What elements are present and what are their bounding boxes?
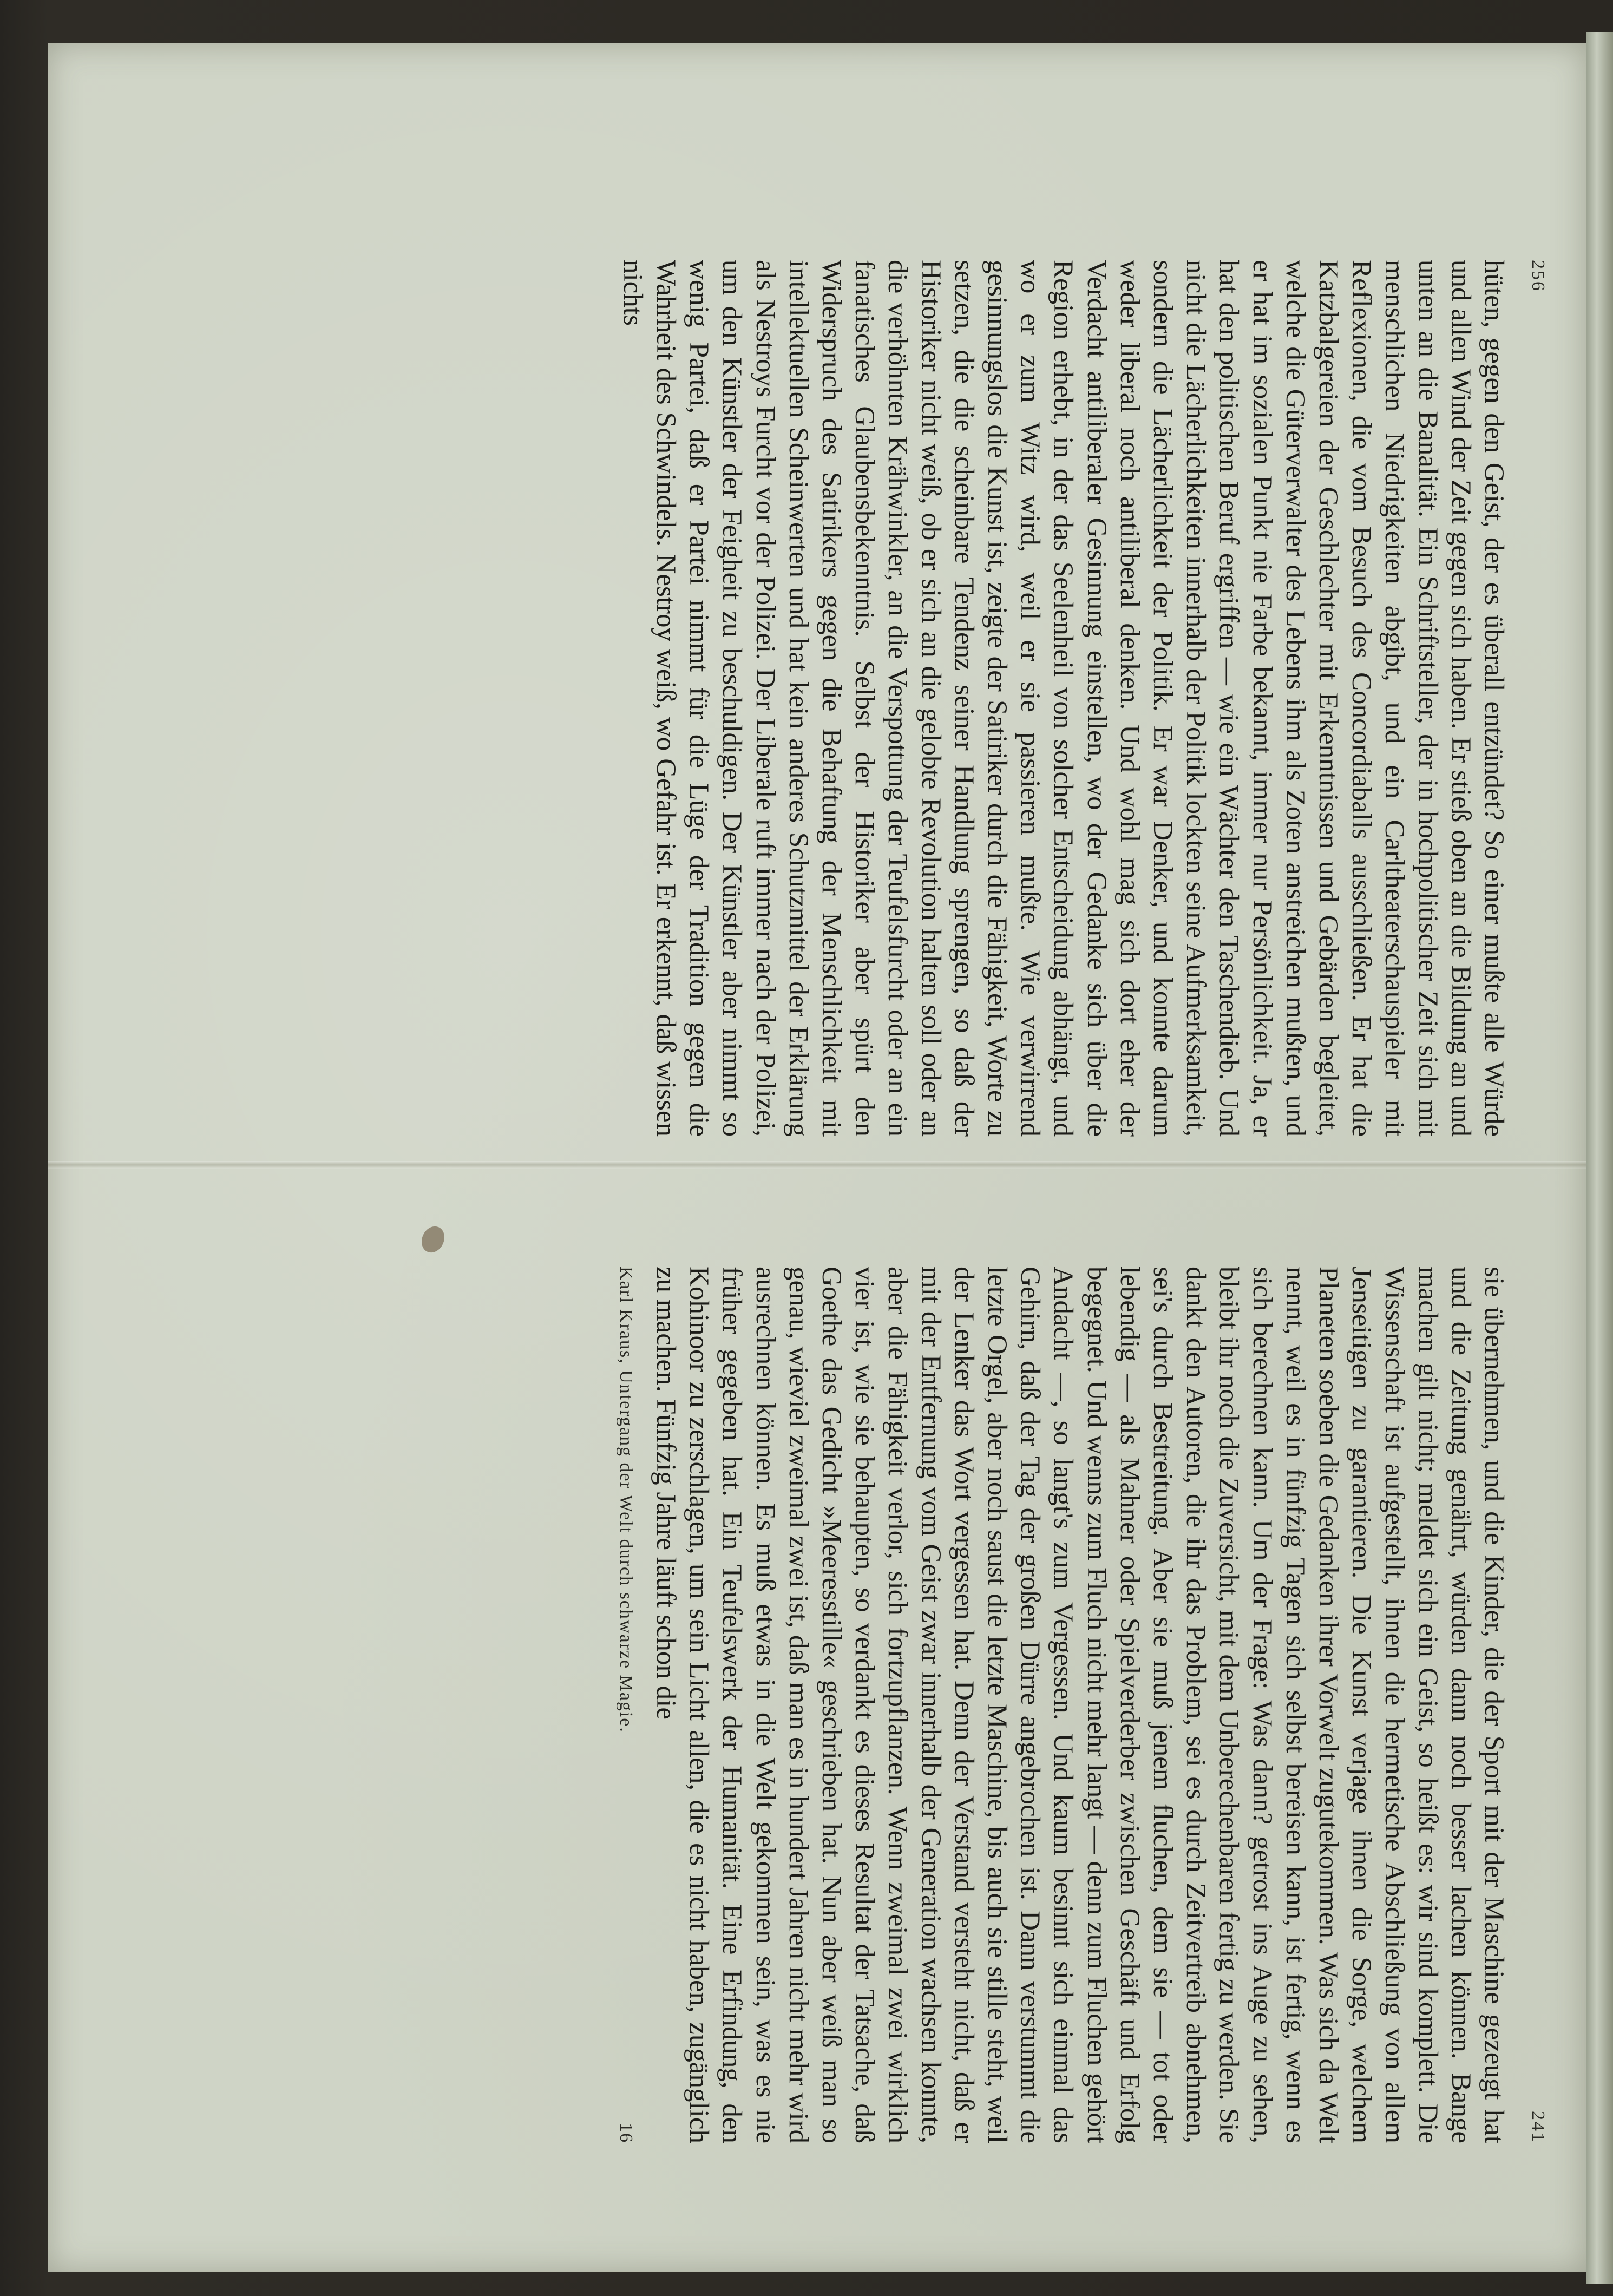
- page-number: 256: [1528, 260, 1548, 292]
- adjacent-page-edge: [1586, 32, 1613, 2284]
- body-paragraph: sie übernehmen, und die Kinder, die der Sport mit der Maschine gezeugt hat und die Zeitung genährt, würden dann noch besser lachen können. Bange machen gilt nicht; meldet sich ein Geist, so heißt es: wir sind komplett. Die Wissenschaft ist aufgestellt, ihnen die hermetische Abschließung von allem Jenseitigen zu garantieren. Die Kunst verjage ihnen die Sorge, welchem Planeten soeben die Gedanken ihrer Vorwelt zugutekommen. Was sich da Welt nennt, weil es in fünfzig Tagen sich selbst bereisen kann, ist fertig, wenn es sich berechnen kann. Um der Frage: Was dann? getrost ins Auge zu sehen, bleibt ihr noch die Zuversicht, mit dem Unberechenbaren fertig zu werden. Sie dankt den Autoren, die ihr das Problem, sei es durch Zeitvertreib abnehmen, sei's durch Bestreitung. Aber sie muß jenem fluchen, dem sie — tot oder lebendig — als Mahner oder Spielverderber zwischen Geschäft und Erfolg begegnet. Und wenns zum Fluch nicht mehr langt — denn zum Fluchen gehört Andacht —, so langt's zum Vergessen. Und kaum besinnt sich einmal das Gehirn, daß der Tag der großen Dürre angebrochen ist. Dann verstummt die letzte Orgel, aber noch saust die letzte Maschine, bis auch sie stille steht, weil der Lenker das Wort vergessen hat. Denn der Verstand versteht nicht, daß er mit der Entfernung vom Geist zwar innerhalb der Generation wachsen konnte, aber die Fähigkeit verlor, sich fortzupflanzen. Wenn zweimal zwei wirklich vier ist, wie sie behaupten, so verdankt es dieses Resultat der Tatsache, daß Goethe das Gedicht »Meeresstille« geschrieben hat. Nun aber weiß man so genau, wieviel zweimal zwei ist, daß man es in hundert Jahren nicht mehr wird ausrechnen können. Es muß etwas in die Welt gekommen sein, was es nie früher gegeben hat. Ein Teufelswerk der Humanität. Eine Erfindung, den Kohinoor zu zerschlagen, um sein Licht allen, die es nicht haben, zugänglich zu machen. Fünfzig Jahre läuft schon die: [650, 1267, 1509, 2143]
- footer-credit: Karl Kraus, Untergang der Welt durch schwarze Magie.: [615, 1267, 636, 1733]
- signature-number: 16: [615, 2123, 636, 2143]
- page-body: [616, 260, 1510, 1137]
- page-number: 241: [1528, 2111, 1548, 2143]
- upper-page: [238, 260, 1548, 1137]
- page-body: [649, 1267, 1510, 2143]
- body-paragraph: hüten, gegen den Geist, der es überall entzündet? So einer mußte alle Würde und allen Wind der Zeit gegen sich haben. Er stieß oben an die Bildung an und unten an die Banalität. Ein Schriftsteller, der in hochpolitischer Zeit sich mit menschlichen Niedrigkeiten abgibt, und ein Carltheaterschauspieler mit Reflexionen, die vom Besuch des Concordiaballs ausschließen. Er hat die Katzbalgereien der Geschlechter mit Erkenntnissen und Gebärden begleitet, welche die Güterverwalter des Lebens ihm als Zoten anstreichen mußten, und er hat im sozialen Punkt nie Farbe bekannt, immer nur Persönlichkeit. Ja, er hat den politischen Beruf ergriffen — wie ein Wächter den Taschendieb. Und nicht die Lächerlichkeiten innerhalb der Politik lockten seine Aufmerksamkeit, sondern die Lächerlichkeit der Politik. Er war Denker, und konnte darum weder liberal noch antiliberal denken. Und wohl mag sich dort eher der Verdacht antiliberaler Gesinnung einstellen, wo der Gedanke sich über die Region erhebt, in der das Seelenheil von solcher Entscheidung abhängt, und wo er zum Witz wird, weil er sie passieren mußte. Wie verwirrend gesinnungslos die Kunst ist, zeigte der Satiriker durch die Fähigkeit, Worte zu setzen, die die scheinbare Tendenz seiner Handlung sprengen, so daß der Historiker nicht weiß, ob er sich an die gelobte Revolution halten soll oder an die verhöhnten Krähwinkler, an die Verspottung der Teufelsfurcht oder an ein fanatisches Glaubensbekenntnis. Selbst der Historiker aber spürt den Widerspruch des Satirikers gegen die Behaftung der Menschlichkeit mit intellektuellen Scheinwerten und hat kein anderes Schutzmittel der Erklärung als Nestroys Furcht vor der Polizei. Der Liberale ruft immer nach der Polizei, um den Künstler der Feigheit zu beschuldigen. Der Künstler aber nimmt so wenig Partei, daß er Partei nimmt für die Lüge der Tradition gegen die Wahrheit des Schwindels. Nestroy weiß, wo Gefahr ist. Er erkennt, daß wissen nichts: [617, 260, 1509, 1137]
- page-footer: [609, 1267, 636, 2143]
- lower-page: [238, 1267, 1548, 2143]
- page-header: [1510, 260, 1548, 1137]
- center-fold-crease: [48, 1161, 1586, 1169]
- page-header: [1510, 1267, 1548, 2143]
